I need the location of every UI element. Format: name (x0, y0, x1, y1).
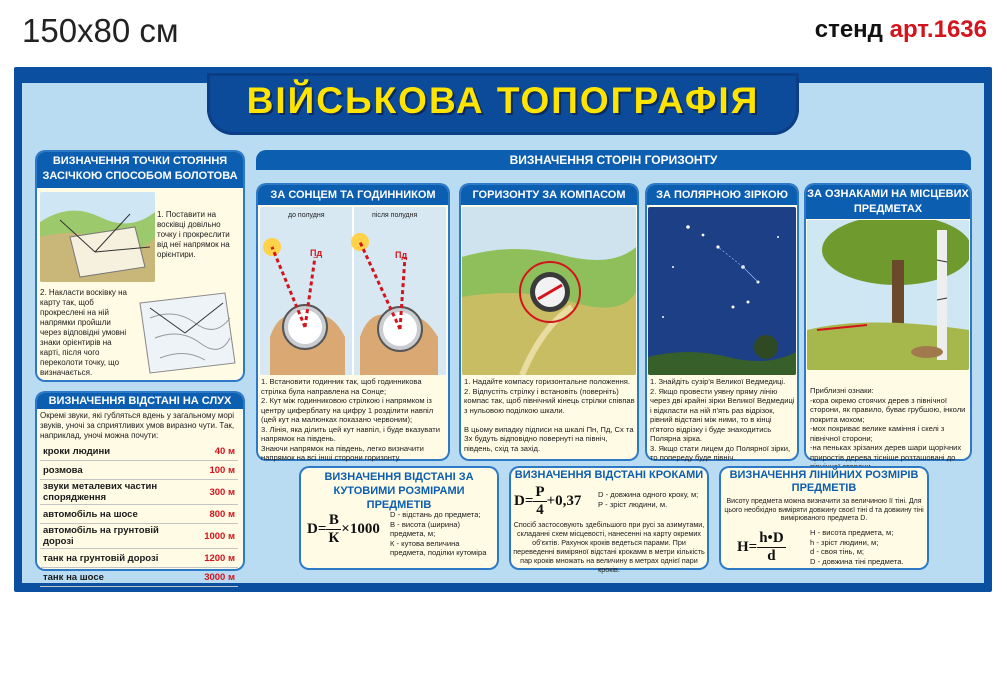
linear-title: ВИЗНАЧЕННЯ ЛІНІЙНИХ РОЗМІРІВ ПРЕДМЕТІВ (729, 469, 919, 494)
row-label: автомобіль на шосе (40, 505, 182, 524)
table-row (40, 505, 238, 524)
angular-formula (307, 512, 380, 547)
steps-text: Спосіб застосовують здебільшого при русі за азимутами, складанні схем місцевості, нанесенні на карту окремих об'єктів. Рахунок кроків ведеться парами. При переведенні виміряної відстані крокамм в метри кількість пар кроків множать на величину в метрах однієї пари кроків. (513, 520, 705, 574)
bolotov-landscape-image (40, 192, 155, 282)
table-row (40, 549, 238, 568)
steps-title: ВИЗНАЧЕННЯ ВІДСТАНІ КРОКАМИ (514, 469, 704, 481)
bolotov-map-image (135, 288, 241, 376)
article-label (815, 16, 987, 44)
row-value: 300 м (182, 480, 238, 505)
bolotov-title: ВИЗНАЧЕННЯ ТОЧКИ СТОЯННЯ ЗАСІЧКОЮ СПОСОБОМ БОЛОТОВА (37, 152, 243, 188)
linear-legend: H - висота предмета, м; h - зріст людини, м; d - своя тінь, м; D - довжина тіні предмета. (810, 528, 904, 566)
sun-text: 1. Встановити годинник так, щоб годинникова стрілка була направлена на Сонце; 2. Кут між годинниковою стрілкою і напрямком із центру циферблату на цифру 1 розділити навпіл (цей кут на малюнках показано червоним); 3. Лінія, яка ділить цей кут навпіл, і буде вказувати напрямок на південь. Знаючи напрямок на південь, легко визначити напрямок на всі інші сторони горизонту. (261, 377, 440, 462)
compass-image (462, 207, 636, 375)
hearing-title: ВИЗНАЧЕННЯ ВІДСТАНІ НА СЛУХ (37, 393, 243, 409)
row-value: 3000 м (182, 568, 238, 587)
row-label: танк на шосе (40, 568, 182, 587)
angular-fraction (326, 512, 341, 547)
linear-numerator: h•D (759, 530, 784, 546)
star-title: ЗА ПОЛЯРНОЮ ЗІРКОЮ (647, 185, 797, 205)
steps-formula-left: D= (514, 492, 534, 509)
bolotov-step2: 2. Накласти восківку на карту так, щоб прокреслені на ній напрямки пройшли через відповідні умовні знаки орієнтирів на карті, після чого переколоти точку, що визначається. (40, 288, 127, 377)
sun-south-mark-1: Пд (310, 248, 323, 258)
stand-word: стенд (814, 16, 883, 43)
star-sky-image (648, 207, 796, 375)
bolotov-step1: 1. Поставити на восківці довільно точку і прокреслити від неї напрямок на орієнтири. (157, 210, 230, 259)
row-value: 800 м (182, 505, 238, 524)
steps-numerator: Р (535, 484, 545, 500)
row-label: звуки металевих частин спорядження (40, 480, 182, 505)
size-label: 150x80 см (22, 12, 179, 49)
sun-south-mark-2: Пд (395, 250, 408, 260)
angular-numerator: В (326, 512, 341, 530)
angular-formula-right: ×1000 (341, 520, 380, 537)
page-title: ВІЙСЬКОВА ТОПОГРАФІЯ (246, 80, 760, 121)
sun-watch-image (260, 207, 446, 375)
article-number: арт.1636 (889, 16, 987, 43)
linear-formula-left: H= (737, 538, 758, 555)
steps-denominator: 4 (536, 502, 544, 518)
linear-fraction (757, 530, 785, 565)
linear-formula (737, 530, 786, 565)
hearing-table (40, 442, 238, 587)
table-row (40, 568, 238, 587)
horizon-title: ВИЗНАЧЕННЯ СТОРІН ГОРИЗОНТУ (256, 150, 971, 170)
row-label: кроки людини (40, 442, 182, 461)
angular-formula-left: D= (307, 520, 327, 537)
star-text: 1. Знайдіть сузір'я Великої Ведмедиці. 2. Якщо провести уявну пряму лінію через дві крайні зірки Великої Ведмедиці і відкласти на ній п'ять раз відрізок, рівний відстані між ними, то в кінці п'ятого відрізку і буде знаходитись Полярна зірка. 3. Якщо стати лицем до Полярної зірки, то попереду буде північ. (650, 377, 795, 462)
angular-title: ВИЗНАЧЕННЯ ВІДСТАНІ ЗА КУТОВИМИ РОЗМІРАМИ ПРЕДМЕТІВ (324, 471, 474, 511)
row-value: 100 м (182, 461, 238, 480)
angular-legend: D - відстань до предмета; В - висота (ширина) предмета, м; К - кутова величина предмета, поділки кутоміра (390, 510, 487, 557)
table-row (40, 480, 238, 505)
sun-title: ЗА СОНЦЕМ ТА ГОДИННИКОМ (258, 185, 448, 205)
sun-after-label: після полудня (372, 212, 418, 219)
objects-text: Приблизні ознаки: -кора окремо стоячих дерев з північної сторони, як правило, буває грубшою, інколи покрита мохом; -мох покриває велике каміння і скелі з північної сторони; -на пеньках зрізаних дерев шари щорічних приростів дерева тісніше розташовані до (810, 386, 966, 462)
compass-title: ГОРИЗОНТУ ЗА КОМПАСОМ (461, 185, 637, 205)
linear-denominator: d (767, 548, 776, 564)
steps-fraction (533, 484, 546, 519)
angular-denominator: К (328, 530, 340, 546)
row-label: танк на грунтовій дорозі (40, 549, 182, 568)
linear-text: Висоту предмета можна визначити за величиною її тіні. Для цього необхідно виміряти довжину своєї тіні d та довжину тіні вимірюваного предмета D. (724, 498, 924, 522)
row-value: 1000 м (182, 524, 238, 549)
steps-formula-right: +0,37 (546, 492, 582, 509)
row-label: автомобіль на грунтовій дорозі (40, 524, 182, 549)
row-value: 1200 м (182, 549, 238, 568)
row-label: розмова (40, 461, 182, 480)
table-row (40, 461, 238, 480)
steps-legend: D - довжина одного кроку, м; Р - зріст людини, м. (598, 490, 699, 509)
compass-text: 1. Надайте компасу горизонтальне положення. 2. Відпустіть стрілку і встановіть (поверніть) компас так, щоб північний кінець стрілки співпав з нульовою поділкою шкали. В цьому випадку підписи на шкалі Пн, Пд, Сх та Зх будуть відповідно повернуті на північ, південь, схід та захід. (464, 377, 635, 453)
hearing-intro: Окремі звуки, які губляться вдень у загальному морі звуків, уночі за сприятливих умов виразно чути. Так, наприклад, уночі можна почути: (40, 411, 235, 440)
row-value: 40 м (182, 442, 238, 461)
sun-before-label: до полудня (288, 212, 325, 219)
objects-forest-image (807, 220, 969, 370)
steps-formula (514, 484, 581, 519)
objects-title: ЗА ОЗНАКАМИ НА МІСЦЕВИХ ПРЕДМЕТАХ (806, 185, 970, 219)
table-row (40, 442, 238, 461)
table-row (40, 524, 238, 549)
